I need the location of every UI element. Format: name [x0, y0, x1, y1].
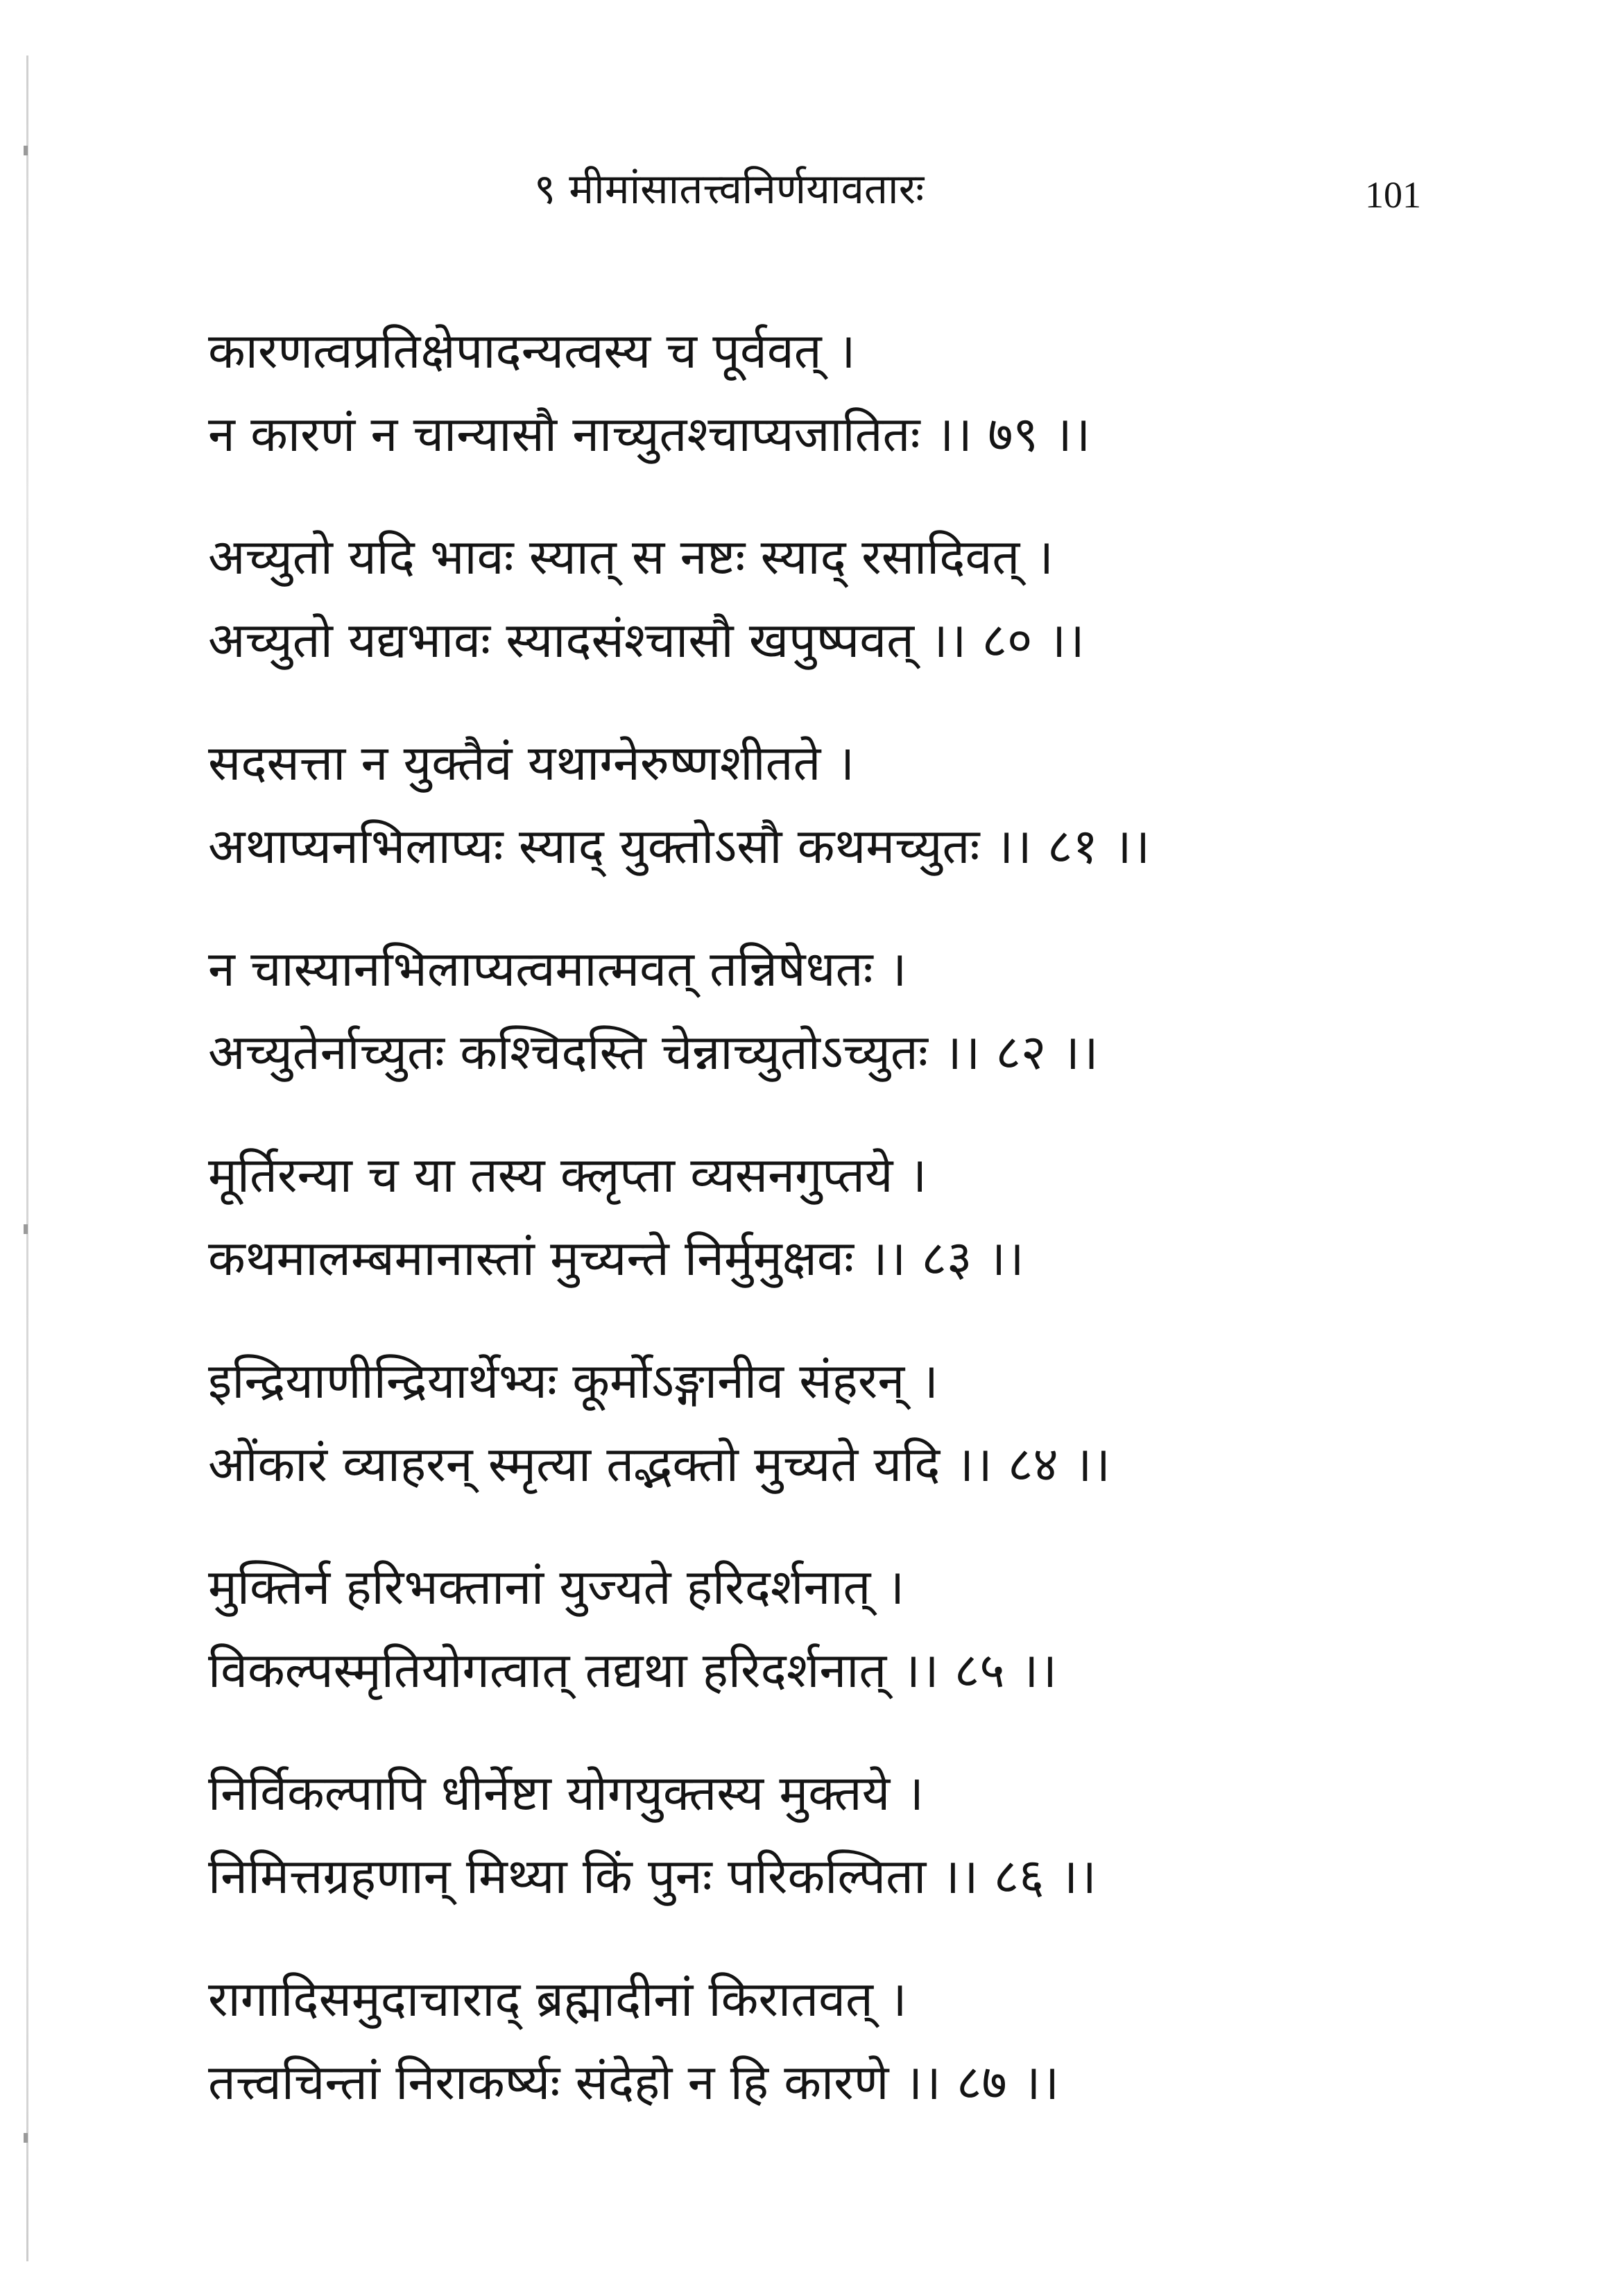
- verse-line-1: कारणत्वप्रतिक्षेपादन्यत्वस्य च पूर्ववत् ।: [208, 323, 856, 379]
- verse-line-2: कथमालम्बमानास्तां मुच्यन्ते निर्मुमुक्षवः ।। ८३ ।।: [208, 1230, 1024, 1287]
- scan-mark: [24, 1224, 28, 1234]
- verse-line-2: अच्युतेर्नाच्युतः कश्चिदस्ति चेन्नाच्युतोऽच्युतः ।। ८२ ।।: [208, 1024, 1099, 1081]
- verse-line-2: निमित्तग्रहणान् मिथ्या किं पुनः परिकल्पिता ।। ८६ ।।: [208, 1848, 1097, 1905]
- scan-mark: [24, 146, 28, 155]
- page-number: 101: [1365, 174, 1421, 216]
- verse-79: [208, 312, 1484, 518]
- verse-84: [208, 1342, 1484, 1548]
- verse-line-2: न कारणं न चान्यासौ नाच्युतश्चाप्यजातितः ।। ७९ ।।: [208, 406, 1091, 463]
- verse-line-1: निर्विकल्पापि धीर्नेष्टा योगयुक्तस्य मुक्तये ।: [208, 1765, 925, 1822]
- verse-line-1: रागादिसमुदाचाराद् ब्रह्मादीनां किरातवत् ।: [208, 1971, 907, 2028]
- scan-mark: [24, 2133, 28, 2143]
- verse-83: [208, 1136, 1484, 1342]
- verse-line-1: मूर्तिरन्या च या तस्य क्लृप्ता व्यसनगुप्तये ।: [208, 1147, 927, 1203]
- verse-line-1: न चास्यानभिलाप्यत्वमात्मवत् तन्निषेधतः ।: [208, 941, 907, 997]
- running-head: [0, 158, 1623, 221]
- verse-line-2: अच्युतो यद्यभावः स्यादसंश्चासौ खपुष्पवत् ।। ८० ।।: [208, 612, 1085, 669]
- verse-line-2: विकल्पस्मृतियोगत्वात् तद्यथा हरिदर्शनात् ।। ८५ ।।: [208, 1642, 1057, 1699]
- verse-81: [208, 724, 1484, 930]
- verse-line-1: अच्युतो यदि भावः स्यात् स नष्टः स्याद् रसादिवत् ।: [208, 529, 1054, 585]
- verse-87: [208, 1960, 1484, 2166]
- verse-line-1: मुक्तिर्न हरिभक्तानां युज्यते हरिदर्शनात् ।: [208, 1559, 905, 1616]
- verse-line-2: अथाप्यनभिलाप्यः स्याद् युक्तोऽसौ कथमच्युतः ।। ८१ ।।: [208, 818, 1151, 875]
- chapter-title: ९ मीमांसातत्त्वनिर्णयावतारः: [534, 165, 925, 214]
- verse-line-2: ओंकारं व्याहरन् स्मृत्या तद्भक्तो मुच्यते यदि ।। ८४ ।।: [208, 1436, 1111, 1493]
- verse-line-2: तत्त्वचिन्तां निराकर्ष्यः संदेहो न हि कारणे ।। ८७ ।।: [208, 2054, 1060, 2111]
- verse-list: [208, 312, 1484, 2166]
- verse-line-1: सदसत्ता न युक्तैवं यथाग्नेरुष्णशीतते ।: [208, 735, 855, 791]
- verse-86: [208, 1754, 1484, 1960]
- verse-line-1: इन्द्रियाणीन्द्रियार्थेभ्यः कूर्मोऽङ्गानीव संहरन् ।: [208, 1353, 939, 1410]
- scan-edge: [26, 55, 28, 2261]
- verse-80: [208, 518, 1484, 724]
- verse-82: [208, 930, 1484, 1136]
- verse-85: [208, 1548, 1484, 1754]
